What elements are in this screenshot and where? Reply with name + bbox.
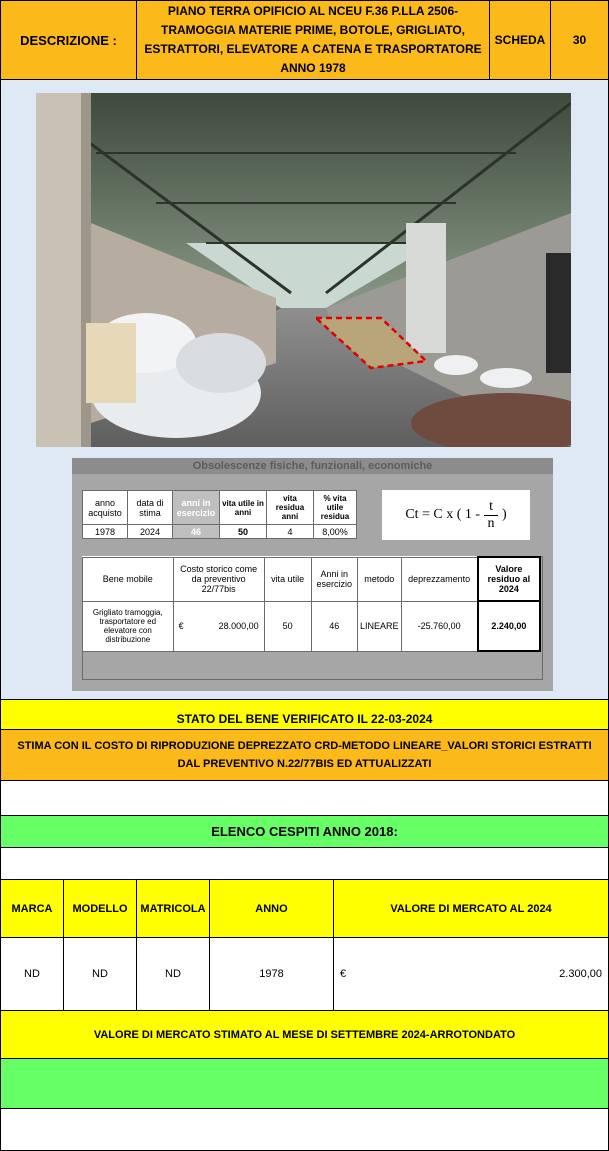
warehouse-photo-image xyxy=(36,93,571,447)
scheda-label: SCHEDA xyxy=(489,0,551,80)
header-valore-residuo: Valore residuo al 2024 xyxy=(478,557,540,601)
scheda-number: 30 xyxy=(550,0,609,80)
stato-bene: STATO DEL BENE VERIFICATO IL 22-03-2024 xyxy=(0,699,609,730)
valuation-table-frame xyxy=(82,556,543,680)
photo-section xyxy=(0,80,609,700)
valore-stimato: VALORE DI MERCATO STIMATO AL MESE DI SETTEMBRE 2024-ARROTONDATO xyxy=(0,1010,609,1059)
depreciation-panel xyxy=(72,458,553,691)
col-matricola: MATRICOLA xyxy=(136,879,210,938)
formula-denominator: n xyxy=(487,515,495,531)
elenco-cespiti: ELENCO CESPITI ANNO 2018: xyxy=(0,815,609,848)
value-anno-acquisto: 1978 xyxy=(83,525,128,539)
cell-bene: Grigliato tramoggia, trasportatore ed elevatore con distribuzione xyxy=(83,601,174,651)
header-vita-utile: vita utile in anni xyxy=(220,491,267,525)
cell-valore-mercato xyxy=(333,937,609,1011)
valuation-table xyxy=(82,556,541,652)
col-marca: MARCA xyxy=(0,879,64,938)
cell-costo-value: 28.000,00 xyxy=(218,621,259,631)
cell-valore-amount: 2.300,00 xyxy=(559,968,602,980)
header-vita-residua: vita residua anni xyxy=(267,491,314,525)
header-anno-acquisto: anno acquisto xyxy=(83,491,128,525)
valore-green-row xyxy=(0,1058,609,1109)
blank-row-2 xyxy=(0,847,609,880)
header-bene-mobile: Bene mobile xyxy=(83,557,174,601)
header-percent-residua: % vita utile residua xyxy=(314,491,357,525)
description-label: DESCRIZIONE : xyxy=(0,0,137,80)
value-vita-utile: 50 xyxy=(220,525,267,539)
value-anni-esercizio: 46 xyxy=(173,525,220,539)
header-metodo: metodo xyxy=(358,557,402,601)
formula-box xyxy=(382,490,530,540)
header-anni-esercizio-2: Anni in esercizio xyxy=(311,557,357,601)
col-valore: VALORE DI MERCATO AL 2024 xyxy=(333,879,609,938)
cell-anno: 1978 xyxy=(209,937,334,1011)
value-percent-residua: 8,00% xyxy=(314,525,357,539)
col-modello: MODELLO xyxy=(63,879,137,938)
cell-metodo: LINEARE xyxy=(358,601,402,651)
cell-marca: ND xyxy=(0,937,64,1011)
formula-fraction xyxy=(484,499,498,532)
cell-vita-utile: 50 xyxy=(264,601,311,651)
header-data-stima: data di stima xyxy=(128,491,173,525)
stima-metodo: STIMA CON IL COSTO DI RIPRODUZIONE DEPREZZATO CRD-METODO LINEARE_VALORI STORICI ESTRATTI DAL PREVENTIVO N.22/77BIS ED ATTUALIZZATI xyxy=(0,729,609,781)
col-anno: ANNO xyxy=(209,879,334,938)
header-deprezzamento: deprezzamento xyxy=(401,557,478,601)
header-vita-utile-2: vita utile xyxy=(264,557,311,601)
value-vita-residua: 4 xyxy=(267,525,314,539)
description-text: PIANO TERRA OPIFICIO AL NCEU F.36 P.LLA 2506-TRAMOGGIA MATERIE PRIME, BOTOLE, GRIGLIATO, ESTRATTORI, ELEVATORE A CATENA E TRASPORTATORE ANNO 1978 xyxy=(136,0,490,80)
warehouse-photo xyxy=(36,93,571,447)
value-data-stima: 2024 xyxy=(128,525,173,539)
cell-matricola: ND xyxy=(136,937,210,1011)
formula-suffix: ) xyxy=(502,507,507,522)
cell-valore-residuo: 2.240,00 xyxy=(478,601,540,651)
cell-valore-currency: € xyxy=(340,968,347,980)
blank-row-1 xyxy=(0,780,609,816)
formula-prefix: Ct = C x ( 1 - xyxy=(405,507,481,522)
blank-row-3 xyxy=(0,1108,609,1151)
header-anni-esercizio: anni in esercizio xyxy=(173,491,220,525)
cell-modello: ND xyxy=(63,937,137,1011)
cell-anni: 46 xyxy=(311,601,357,651)
cell-costo xyxy=(173,601,264,651)
cell-deprezzamento: -25.760,00 xyxy=(401,601,478,651)
depreciation-title: Obsolescenze fisiche, funzionali, economiche xyxy=(72,458,553,474)
cell-costo-currency: € xyxy=(178,621,184,631)
formula-numerator: t xyxy=(484,499,498,516)
header-costo-storico: Costo storico come da preventivo 22/77bis xyxy=(173,557,264,601)
years-table xyxy=(82,490,357,539)
